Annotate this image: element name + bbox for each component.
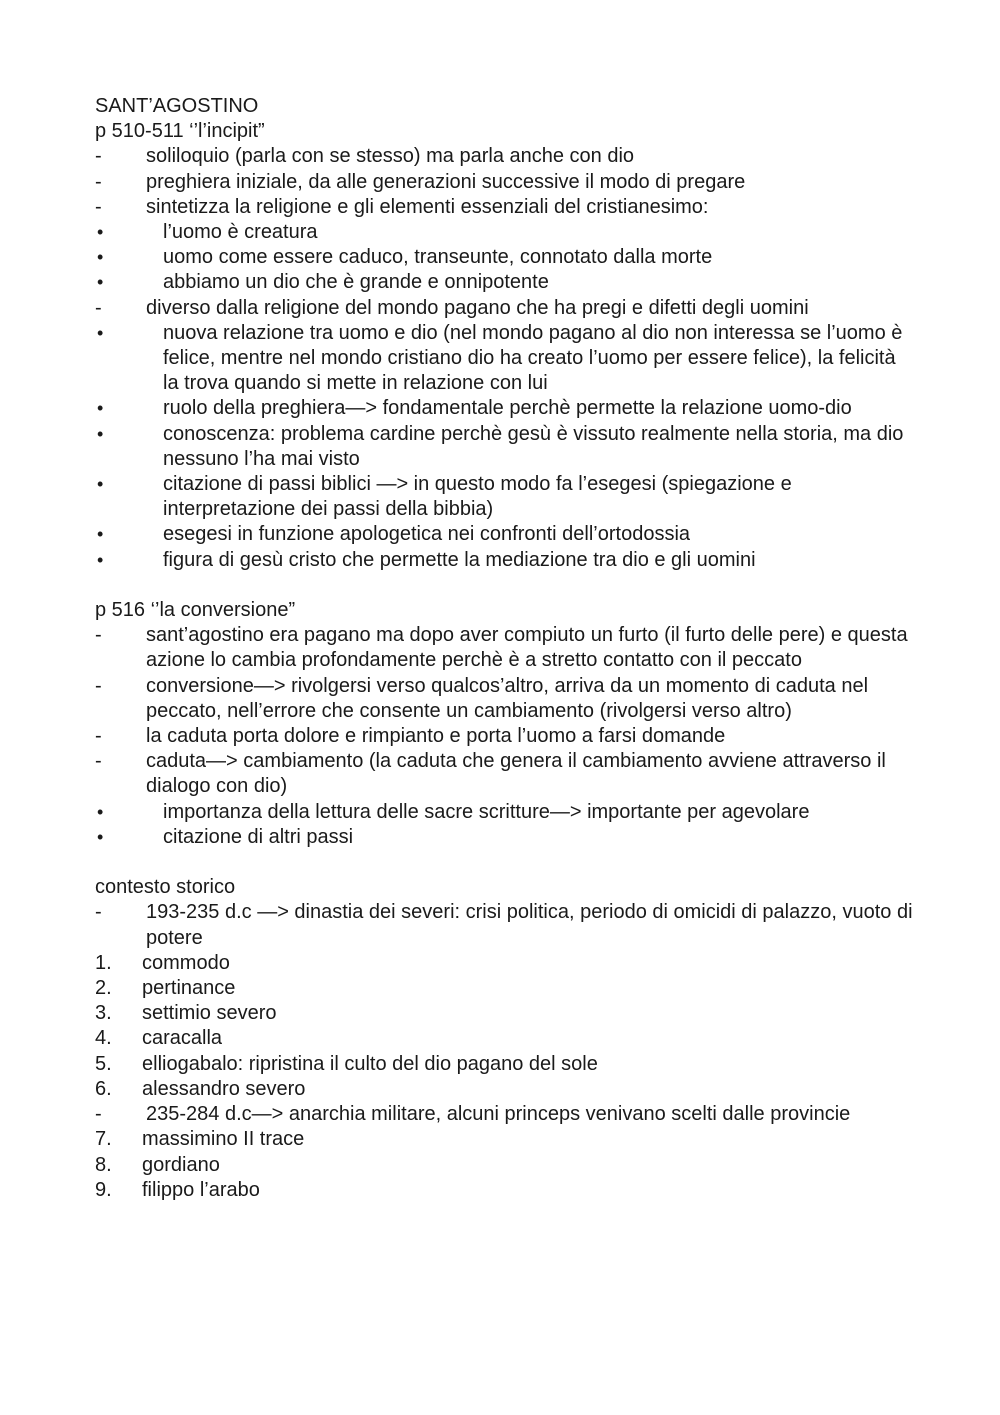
- bullet-marker: •: [97, 826, 104, 847]
- list-item-text: alessandro severo: [142, 1077, 306, 1100]
- bullet-marker: •: [97, 801, 104, 822]
- list-item-text: diverso dalla religione del mondo pagano che ha pregi e difetti degli uomini: [146, 296, 809, 319]
- list-item-text: esegesi in funzione apologetica nei confronti dell’ortodossia: [163, 523, 691, 546]
- list-item-text: citazione di passi biblici —> in questo modo fa l’esegesi (spiegazione e interpretazione dei passi della bibbia): [163, 473, 792, 521]
- list-item-text: uomo come essere caduco, transeunte, connotato dalla morte: [163, 246, 713, 269]
- dash-marker: -: [95, 296, 102, 319]
- section-heading-conversione: p 516 ‘’la conversione”: [95, 599, 296, 622]
- list-item: [95, 623, 915, 673]
- list-item-text: l’uomo è creatura: [163, 221, 318, 244]
- section-spacer: [95, 573, 915, 598]
- list-item: [95, 296, 915, 321]
- list-item: [95, 674, 915, 724]
- list-item-text: soliloquio (parla con se stesso) ma parla anche con dio: [146, 145, 635, 168]
- bullet-marker: •: [97, 222, 104, 243]
- numbered-item: [95, 1001, 915, 1026]
- number-marker: 4.: [95, 1027, 112, 1050]
- list-item: [95, 548, 915, 573]
- number-marker: 7.: [95, 1128, 112, 1151]
- numbered-item: [95, 1127, 915, 1152]
- list-item-text: pertinance: [142, 977, 236, 1000]
- list-item: [95, 195, 915, 220]
- section-heading-incipit: p 510-511 ‘’l’incipit”: [95, 120, 265, 143]
- dash-marker: -: [95, 750, 102, 773]
- number-marker: 8.: [95, 1153, 112, 1176]
- numbered-item: [95, 1026, 915, 1051]
- list-item-text: massimino II trace: [142, 1128, 305, 1151]
- dash-marker: -: [95, 170, 102, 193]
- number-marker: 6.: [95, 1077, 112, 1100]
- document-title: SANT’AGOSTINO: [95, 95, 259, 117]
- list-item: [95, 321, 915, 397]
- list-item: [95, 170, 915, 195]
- dash-marker: -: [95, 145, 102, 168]
- list-item: [95, 144, 915, 169]
- bullet-marker: •: [97, 423, 104, 444]
- list-item-text: commodo: [142, 951, 230, 974]
- list-item: [95, 472, 915, 522]
- dash-marker: -: [95, 901, 102, 924]
- section-heading-contesto-storico: contesto storico: [95, 876, 236, 899]
- list-item: [95, 749, 915, 799]
- number-marker: 3.: [95, 1002, 112, 1025]
- list-item-text: citazione di altri passi: [163, 825, 354, 848]
- numbered-item: [95, 976, 915, 1001]
- list-item-text: caduta—> cambiamento (la caduta che genera il cambiamento avviene attraverso il dialogo con dio): [146, 750, 886, 798]
- numbered-item: [95, 1077, 915, 1102]
- list-item-text: nuova relazione tra uomo e dio (nel mondo pagano al dio non interessa se l’uomo è felice, mentre nel mondo cristiano dio ha creato l’uomo per essere felice), la felicità la trova quando si mette in relazione con lui: [163, 321, 903, 395]
- list-item-text: la caduta porta dolore e rimpianto e porta l’uomo a farsi domande: [146, 725, 726, 748]
- bullet-marker: •: [97, 474, 104, 495]
- list-item-text: conversione—> rivolgersi verso qualcos’altro, arriva da un momento di caduta nel peccato, nell’errore che consente un cambiamento (rivolgersi verso altro): [146, 674, 869, 722]
- list-item: [95, 1102, 915, 1127]
- numbered-item: [95, 1178, 915, 1203]
- list-item: [95, 422, 915, 472]
- number-marker: 9.: [95, 1178, 112, 1201]
- dash-marker: -: [95, 624, 102, 647]
- list-item: [95, 245, 915, 270]
- list-item: [95, 900, 915, 950]
- list-item-text: gordiano: [142, 1153, 220, 1176]
- list-item-text: ruolo della preghiera—> fondamentale perchè permette la relazione uomo-dio: [163, 397, 852, 420]
- list-item: [95, 270, 915, 295]
- numbered-item: [95, 1153, 915, 1178]
- section-spacer: [95, 850, 915, 875]
- list-item: [95, 800, 915, 825]
- bullet-marker: •: [97, 272, 104, 293]
- list-item-text: figura di gesù cristo che permette la mediazione tra dio e gli uomini: [163, 548, 756, 571]
- list-item-text: filippo l’arabo: [142, 1178, 260, 1201]
- dash-marker: -: [95, 1103, 102, 1126]
- dash-marker: -: [95, 725, 102, 748]
- bullet-marker: •: [97, 247, 104, 268]
- list-item-text: caracalla: [142, 1027, 223, 1050]
- list-item-text: preghiera iniziale, da alle generazioni successive il modo di pregare: [146, 170, 746, 193]
- bullet-marker: •: [97, 524, 104, 545]
- list-item-text: abbiamo un dio che è grande e onnipotente: [163, 271, 549, 294]
- list-item-text: elliogabalo: ripristina il culto del dio pagano del sole: [142, 1052, 598, 1075]
- list-item-text: sintetizza la religione e gli elementi essenziali del cristianesimo:: [146, 195, 709, 218]
- list-item-text: settimio severo: [142, 1002, 277, 1025]
- number-marker: 2.: [95, 977, 112, 1000]
- dash-marker: -: [95, 674, 102, 697]
- numbered-item: [95, 1052, 915, 1077]
- list-item-text: 235-284 d.c—> anarchia militare, alcuni princeps venivano scelti dalle provincie: [146, 1103, 851, 1126]
- list-item: [95, 396, 915, 421]
- number-marker: 5.: [95, 1052, 112, 1075]
- list-item: [95, 220, 915, 245]
- dash-marker: -: [95, 195, 102, 218]
- bullet-marker: •: [97, 398, 104, 419]
- list-item: [95, 825, 915, 850]
- list-item: [95, 522, 915, 547]
- numbered-item: [95, 951, 915, 976]
- list-item-text: 193-235 d.c —> dinastia dei severi: crisi politica, periodo di omicidi di palazzo, vuoto di potere: [146, 901, 913, 949]
- list-item-text: conoscenza: problema cardine perchè gesù è vissuto realmente nella storia, ma dio nessuno l’ha mai visto: [163, 422, 904, 470]
- list-item-text: importanza della lettura delle sacre scritture—> importante per agevolare: [163, 800, 810, 823]
- bullet-marker: •: [97, 322, 104, 343]
- list-item-text: sant’agostino era pagano ma dopo aver compiuto un furto (il furto delle pere) e questa azione lo cambia profondamente perchè è a stretto contatto con il peccato: [146, 624, 908, 672]
- bullet-marker: •: [97, 549, 104, 570]
- list-item: [95, 724, 915, 749]
- document-page: [95, 94, 915, 1203]
- number-marker: 1.: [95, 951, 112, 974]
